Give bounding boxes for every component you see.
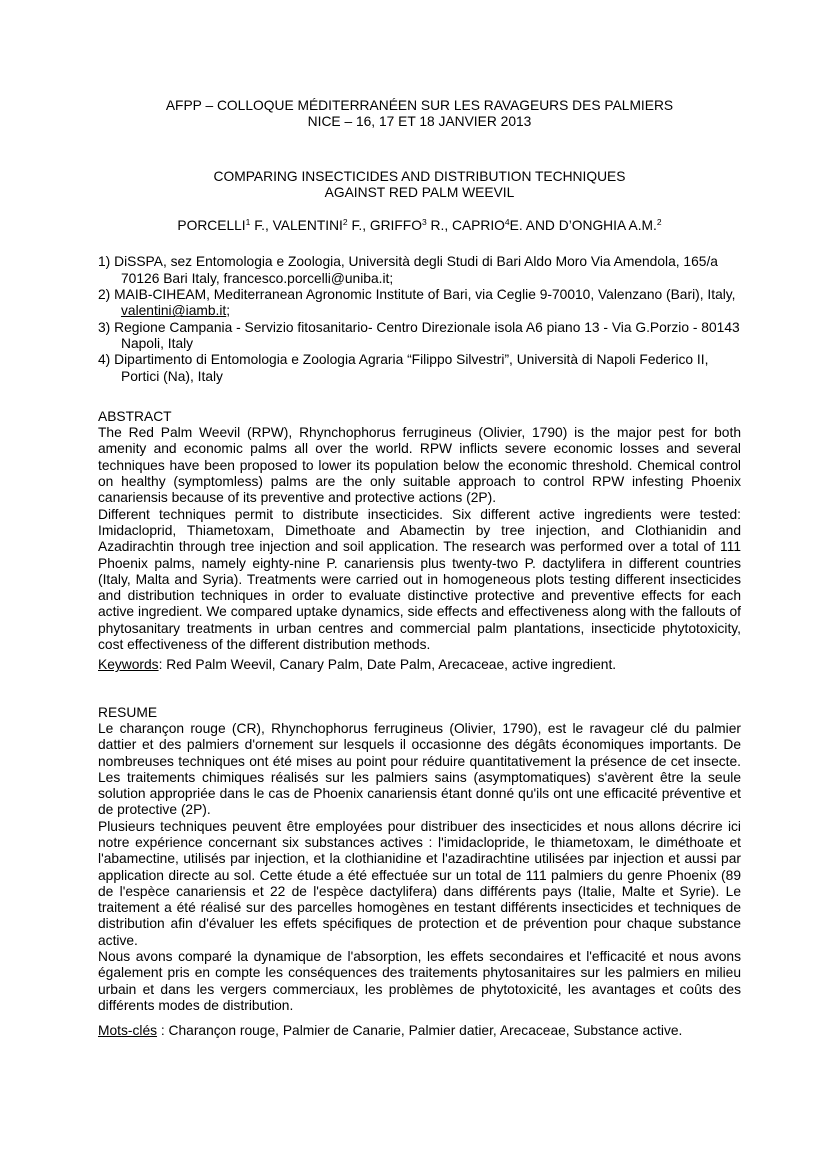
resume-section <box>98 705 741 1040</box>
affiliation-text: Dipartimento di Entomologia e Zoologia Agraria “Filippo Silvestri”, Università di Napoli Federico II, Portici (Na), Italy <box>114 352 709 384</box>
affiliation-item-2 <box>98 287 741 320</box>
author-name: R., CAPRIO <box>426 218 505 234</box>
paper-title-line1: COMPARING INSECTICIDES AND DISTRIBUTION TECHNIQUES <box>213 168 626 184</box>
affiliation-marker: 2) <box>98 287 111 303</box>
affiliation-item-4 <box>98 352 741 385</box>
affiliation-email-link[interactable]: valentini@iamb.it <box>121 303 227 319</box>
affiliations-list <box>98 254 741 384</box>
author-name: F., GRIFFO <box>347 218 422 234</box>
conference-header <box>98 98 741 131</box>
author-name: F., VALENTINI <box>250 218 343 234</box>
author-affiliation-superscript: 1 <box>245 217 251 228</box>
motscles-label: Mots-clés <box>98 1023 158 1039</box>
keywords-text: : Red Palm Weevil, Canary Palm, Date Palm, Arecaceae, active ingredient. <box>158 657 617 673</box>
keywords-label: Keywords <box>98 657 159 673</box>
resume-paragraph-1: Le charançon rouge (CR), Rhynchophorus ferrugineus (Olivier, 1790), est le ravageur clé du palmier dattier et des palmiers d'ornement sur lesquels il occasionne des dégâts économiques importants. De nombreuses techniques ont été mises au point pour réduire quantitativement la présence de cet insecte. Les traitements chimiques réalisés sur les palmiers sains (asymptomatiques) s'avèrent être la seule solution appropriée dans le cas de Phoenix canariensis étant donné qu'ils ont une efficacité préventive et de protective (2P). <box>98 720 741 818</box>
resume-heading: RESUME <box>98 704 158 720</box>
affiliation-text: MAIB-CIHEAM, Mediterranean Agronomic Institute of Bari, via Ceglie 9-70010, Valenzano (Bari), Italy, <box>114 287 736 303</box>
motscles-line <box>98 1023 741 1039</box>
resume-paragraph-2: Plusieurs techniques peuvent être employées pour distribuer des insecticides et nous allons décrire ici notre expérience concernant six substances actives : l'imidaclopride, le thiametoxam, le diméthoate et l'abamectine, utilisés par injection, et la clothianidine et l'azadirachtine utilisées par injection et aussi par application directe au sol. Cette étude a été effectuée sur un total de 111 palmiers du genre Phoenix (89 de l'espèce canariensis et 22 de l'espèce dactylifera) dans différents pays (Italie, Malte et Syrie). Le traitement a été réalisé sur des parcelles homogènes en testant différents insecticides et techniques de distribution afin d'évaluer les effets spécifiques de protection et de prévention pour chaque substance active. <box>98 818 741 948</box>
affiliation-marker: 4) <box>98 352 111 368</box>
affiliation-text-post: ; <box>226 303 231 319</box>
author-affiliation-superscript: 3 <box>421 217 427 228</box>
authors-line <box>98 218 741 234</box>
abstract-paragraph-2: Different techniques permit to distribute insecticides. Six different active ingredients were tested: Imidacloprid, Thiametoxam, Dimethoate and Abamectin by tree injection, and Clothianidin and Azadirachtin through tree injection and soil application. The research was performed over a total of 111 Phoenix palms, namely eighty-nine P. canariensis plus twenty-two P. dactylifera in different countries (Italy, Malta and Syria). Treatments were carried out in homogeneous plots testing different insecticides and distribution techniques in order to evaluate distinctive protective and preventive effects for each active ingredient. We compared uptake dynamics, side effects and effectiveness along with the fallouts of phytosanitary treatments in urban centres and commercial palm plantations, insecticide phytotoxicity, cost effectiveness of the different distribution methods. <box>98 506 741 653</box>
affiliation-text: DiSSPA, sez Entomologia e Zoologia, Università degli Studi di Bari Aldo Moro Via Amendola, 165/a 70126 Bari Italy, francesco.porcelli@uniba.it; <box>114 254 718 286</box>
motscles-text: : Charançon rouge, Palmier de Canarie, Palmier datier, Arecaceae, Substance active. <box>157 1023 683 1039</box>
paper-title-line2: AGAINST RED PALM WEEVIL <box>324 184 515 200</box>
resume-paragraph-3: Nous avons comparé la dynamique de l'absorption, les effets secondaires et l'efficacité et nous avons également pris en compte les conséquences des traitements phytosanitaires sur les palmiers en milieu urbain et dans les vergers commerciaux, les problèmes de phytotoxicité, les avantages et coûts des différents modes de distribution. <box>98 949 741 1013</box>
abstract-paragraph-1: The Red Palm Weevil (RPW), Rhynchophorus ferrugineus (Olivier, 1790) is the major pest for both amenity and economic palms all over the world. RPW inflicts severe economic losses and several techniques have been proposed to lower its population below the economic threshold. Chemical control on healthy (symptomless) palms are the only suitable approach to control RPW infesting Phoenix canariensis because of its preventive and protective actions (2P). <box>98 425 741 506</box>
affiliation-marker: 1) <box>98 254 111 270</box>
abstract-heading: ABSTRACT <box>98 408 172 424</box>
conference-header-line1: AFPP – COLLOQUE MÉDITERRANÉEN SUR LES RAVAGEURS DES PALMIERS <box>165 98 674 113</box>
affiliation-item-3 <box>98 320 741 353</box>
page-content <box>98 0 741 1040</box>
abstract-section <box>98 409 741 674</box>
author-name: E. AND D’ONGHIA A.M. <box>509 218 657 234</box>
author-affiliation-superscript: 2 <box>656 217 662 228</box>
conference-header-line2: NICE – 16, 17 ET 18 JANVIER 2013 <box>307 114 532 130</box>
affiliation-marker: 3) <box>98 319 111 335</box>
author-affiliation-superscript: 4 <box>504 217 510 228</box>
author-affiliation-superscript: 2 <box>342 217 348 228</box>
keywords-line <box>98 657 741 673</box>
paper-title <box>98 169 741 202</box>
affiliation-text: Regione Campania - Servizio fitosanitario- Centro Direzionale isola A6 piano 13 - Via G.Porzio - 80143 Napoli, Italy <box>114 319 740 351</box>
affiliation-item-1 <box>98 254 741 287</box>
author-name: PORCELLI <box>177 218 246 234</box>
